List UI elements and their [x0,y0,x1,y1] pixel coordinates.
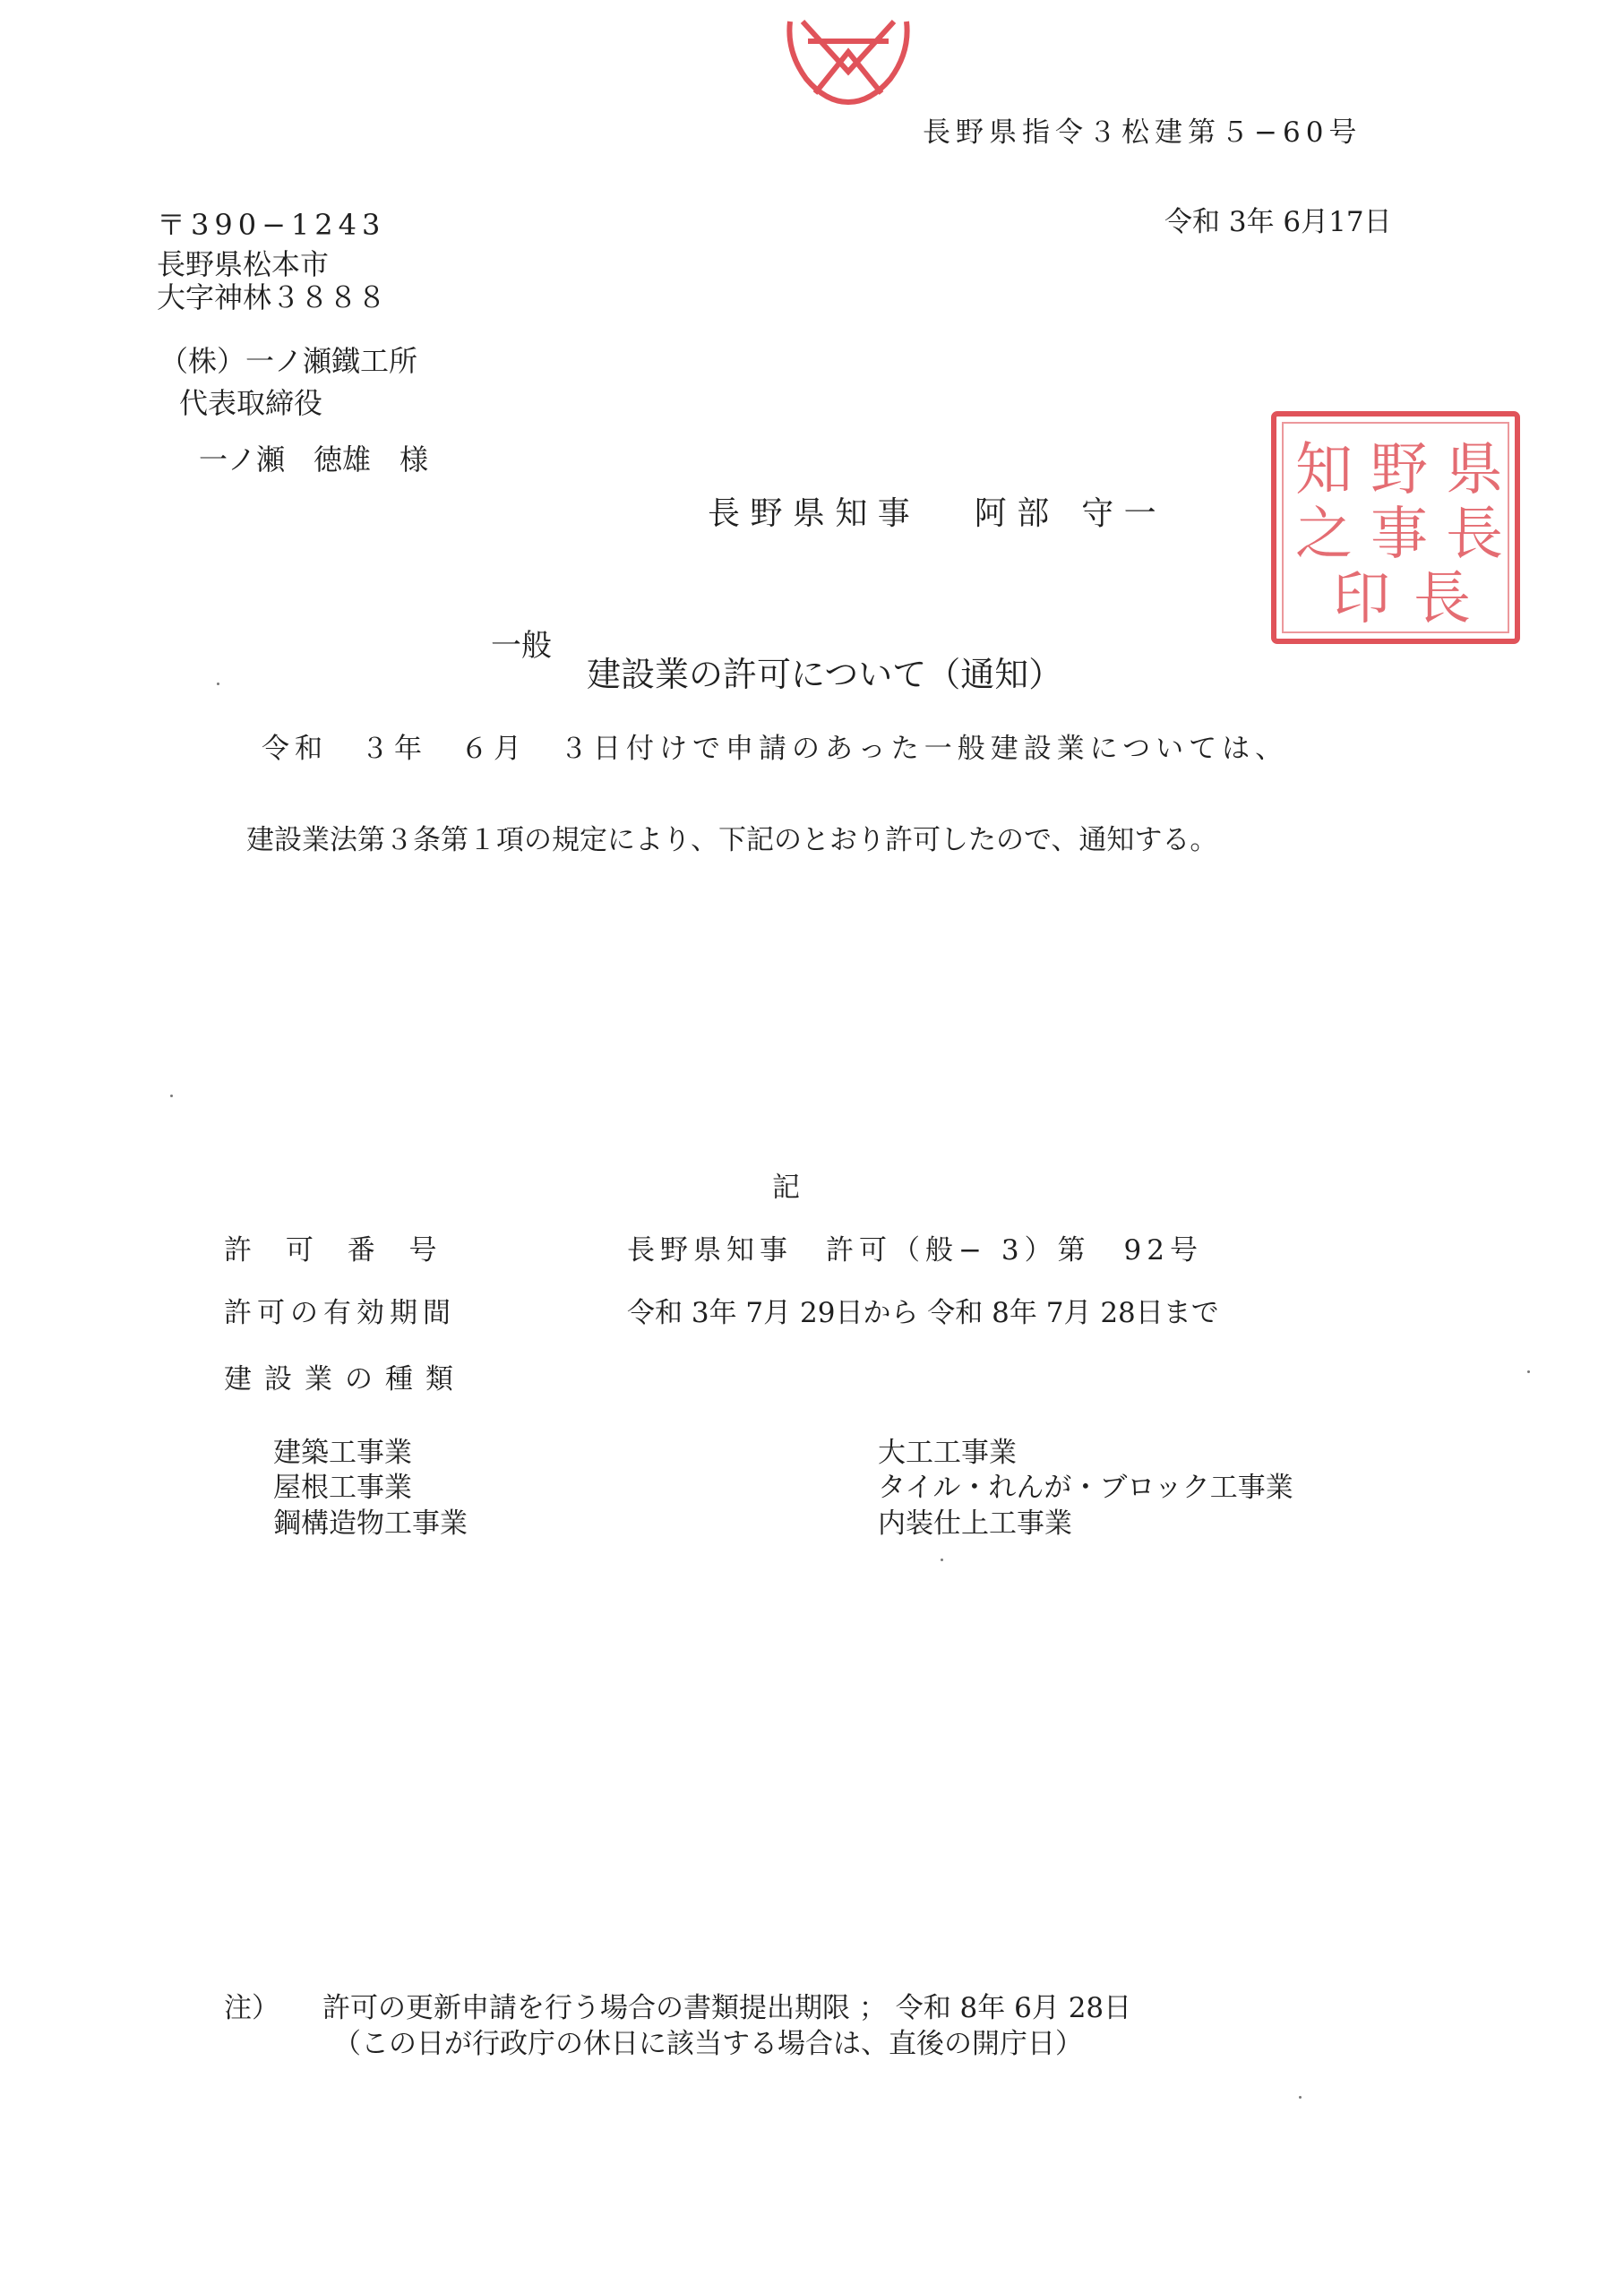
permit-number-label: 許 可 番 号 [224,1234,450,1267]
document-date: 令和 3年 6月17日 [1164,206,1392,238]
type-right-3: 内装仕上工事業 [878,1507,1072,1540]
types-label: 建設業の種類 [224,1363,466,1396]
svg-text:知: 知 [1295,437,1353,503]
validity-label: 許可の有効期間 [224,1297,456,1329]
ki-marker: 記 [772,1172,800,1204]
company-name: （株）一ノ瀬鐵工所 [159,344,418,378]
address-line-2: 大字神林３８８８ [157,280,387,314]
type-left-2: 屋根工事業 [273,1472,412,1504]
title-prefix: 一般 [491,628,552,664]
type-right-1: 大工工事業 [878,1437,1017,1469]
type-right-2: タイル・れんが・ブロック工事業 [878,1472,1293,1504]
type-left-1: 建築工事業 [273,1437,412,1469]
scan-speck [1299,2096,1302,2099]
official-seal-icon [1270,410,1521,645]
svg-text:県: 県 [1446,437,1503,503]
document-title: 建設業の許可について（通知） [587,655,1063,694]
scan-speck [1527,1370,1530,1373]
type-left-3: 鋼構造物工事業 [273,1507,468,1540]
note-label: 注） [224,1992,279,2024]
svg-text:印: 印 [1333,566,1390,632]
scan-speck [170,1095,173,1097]
svg-text:之: 之 [1295,502,1353,568]
address-line-1: 長野県松本市 [157,247,330,281]
scan-speck [941,1559,943,1561]
svg-text:長: 長 [1446,502,1503,568]
body-line-2: 建設業法第３条第１項の規定により、下記のとおり許可したので、通知する。 [246,824,1218,856]
note-line-1: 許可の更新申請を行う場合の書類提出期限 ； 令和 8年 6月 28日 [322,1992,1132,2024]
svg-text:長: 長 [1413,566,1471,632]
postal-code: 〒390−1243 [157,208,386,242]
permit-number-value: 長野県知事 許可（般− 3）第 92号 [627,1234,1203,1267]
svg-text:事: 事 [1371,502,1428,568]
document-number: 長野県指令３松建第５−60号 [923,116,1362,149]
svg-text:野: 野 [1371,437,1428,503]
body-line-1: 令和 ３年 ６月 ３日付けで申請のあった一般建設業については、 [262,733,1289,765]
sender-governor: 長 野 県 知 事 阿 部 守 一 [708,495,1156,532]
validity-value: 令和 3年 7月 29日から 令和 8年 7月 28日まで [627,1297,1219,1329]
recipient-name: 一ノ瀬 徳雄 様 [199,442,429,477]
prefecture-emblem-icon [783,16,914,106]
note-line-2: （この日が行政庁の休日に該当する場合は、直後の開庁日） [333,2028,1083,2060]
scan-speck [217,683,219,685]
recipient-position: 代表取締役 [179,386,323,420]
